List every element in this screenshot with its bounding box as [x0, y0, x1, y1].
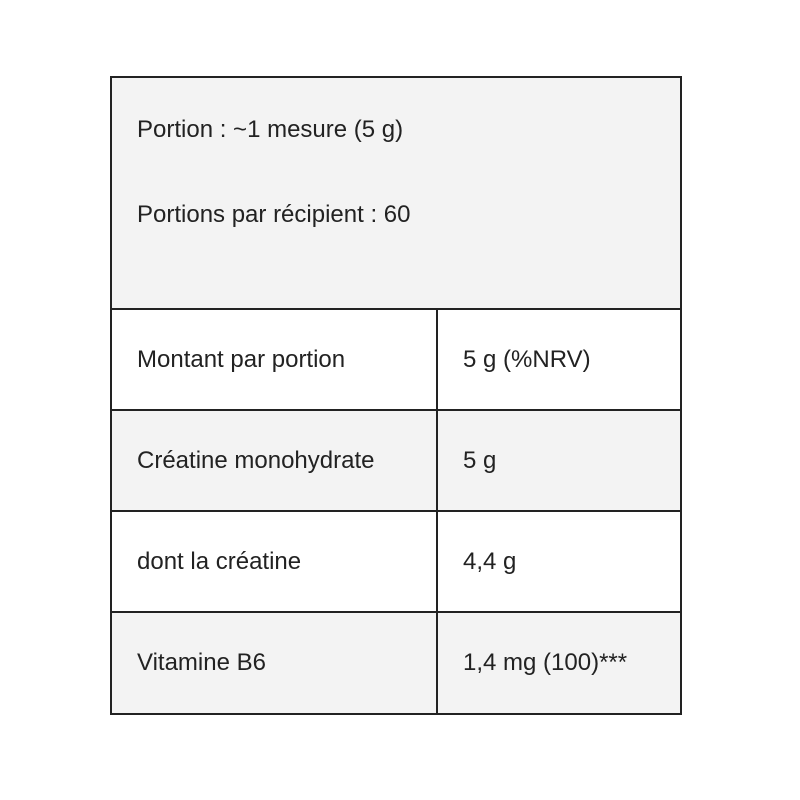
row-label: Vitamine B6 [137, 649, 266, 676]
table-row [112, 310, 680, 411]
row-value: 4,4 g [463, 548, 517, 575]
serving-size: Portion : ~1 mesure (5 g) [137, 116, 404, 143]
row-label-cell [112, 411, 438, 510]
row-label: Créatine monohydrate [137, 447, 375, 474]
row-value: 5 g [463, 447, 497, 474]
table-header [112, 78, 680, 310]
row-value-cell [438, 512, 680, 611]
nutrition-table [110, 76, 682, 715]
table-row [112, 613, 680, 713]
row-value: 5 g (%NRV) [463, 346, 591, 373]
row-label: dont la créatine [137, 548, 302, 575]
row-value-cell [438, 411, 680, 510]
row-value-cell [438, 310, 680, 409]
row-value-cell [438, 613, 680, 713]
table-row [112, 411, 680, 512]
row-label: Montant par portion [137, 346, 346, 373]
row-label-cell [112, 613, 438, 713]
row-label-cell [112, 512, 438, 611]
row-value: 1,4 mg (100)*** [463, 649, 628, 676]
servings-per-container: Portions par récipient : 60 [137, 201, 411, 228]
table-row [112, 512, 680, 613]
row-label-cell [112, 310, 438, 409]
